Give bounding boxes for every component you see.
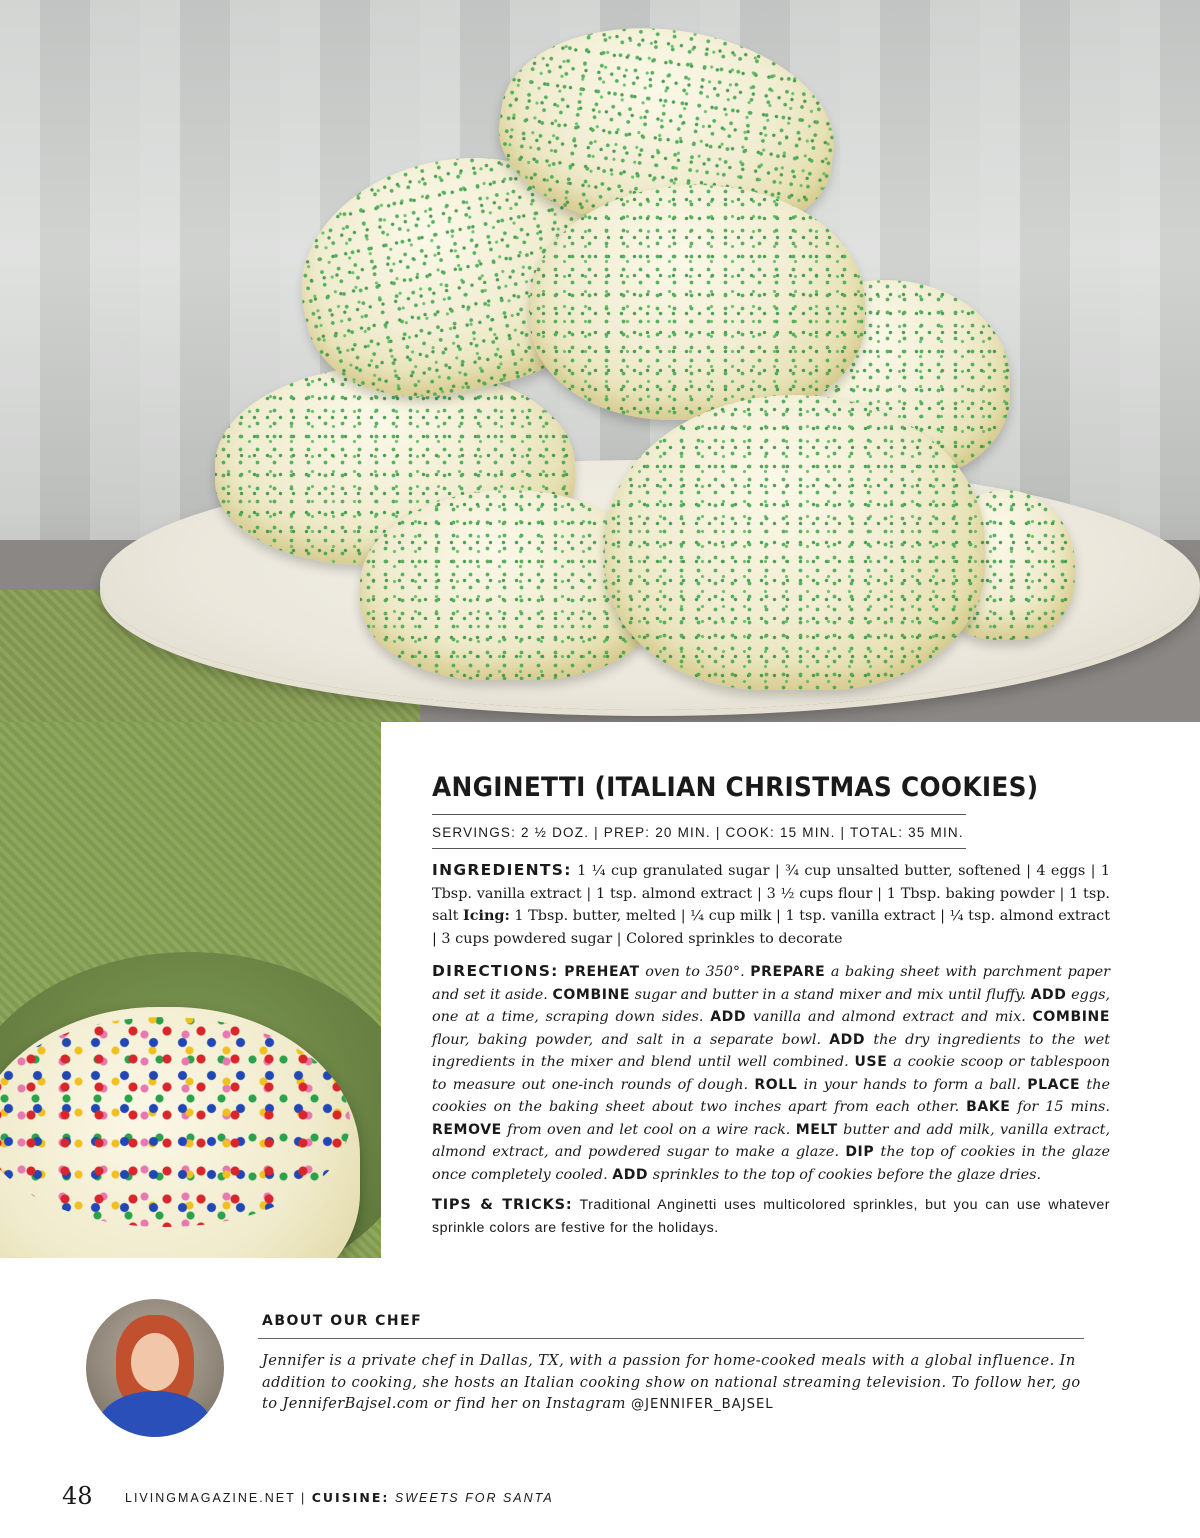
direction-keyword: DIP [845, 1144, 875, 1160]
footer-subsection: SWEETS FOR SANTA [394, 1491, 554, 1505]
page-footer [125, 1490, 554, 1505]
tips-label: TIPS & TRICKS: [432, 1197, 573, 1213]
direction-text: flour, baking powder, and salt in a separate bowl. [432, 1031, 822, 1048]
directions-label: DIRECTIONS: [432, 962, 559, 980]
icing-label: Icing: [462, 907, 510, 924]
direction-text: the dry ingredients to the wet ingredients in the mixer and blend until well combined. [432, 1031, 1110, 1070]
cookie [605, 395, 985, 690]
direction-text: the top of cookies in the glaze once completely cooled. [432, 1144, 1111, 1183]
direction-keyword: REMOVE [432, 1121, 502, 1138]
tips-text: Traditional Anginetti uses multicolored sprinkles, but you can use whatever sprinkle colors are festive for the holidays. [432, 1197, 1110, 1236]
chef-avatar [86, 1299, 224, 1437]
direction-keyword: MELT [795, 1121, 838, 1138]
direction-keyword: ADD [829, 1031, 866, 1048]
icing-text: 1 Tbsp. butter, melted | ¼ cup milk | 1 tsp. vanilla extract | ¼ tsp. almond extract | 3 cups powdered sugar | Colored sprinkles to decorate [432, 908, 1111, 947]
direction-text: vanilla and almond extract and mix. [752, 1009, 1026, 1025]
chef-bio [262, 1350, 1092, 1416]
direction-keyword: PREHEAT [564, 964, 640, 980]
recipe-title: ANGINETTI (ITALIAN CHRISTMAS COOKIES) [432, 772, 1039, 803]
direction-text: a baking sheet with parchment paper and set it aside. [432, 964, 1111, 1003]
direction-keyword: ROLL [754, 1076, 798, 1093]
direction-text: sugar and butter in a stand mixer and mix until fluffy. [634, 986, 1026, 1003]
direction-text: oven to 350°. [645, 964, 745, 980]
ingredients-paragraph [432, 859, 1110, 950]
direction-keyword: COMBINE [1032, 1009, 1110, 1025]
footer-site: LIVINGMAGAZINE.NET | [125, 1491, 307, 1505]
direction-keyword: ADD [612, 1166, 649, 1183]
direction-text: eggs, one at a time, scraping down sides. [432, 986, 1111, 1025]
recipe-block [432, 770, 1110, 1239]
direction-text: for 15 mins. [1017, 1099, 1110, 1115]
tips-paragraph [432, 1194, 1110, 1239]
hero-cookie-photo [0, 0, 1200, 722]
recipe-meta: SERVINGS: 2 ½ DOZ. | PREP: 20 MIN. | COOK: 15 MIN. | TOTAL: 35 MIN. [432, 825, 964, 840]
cookie [530, 185, 865, 420]
footer-section: CUISINE: [311, 1490, 390, 1505]
instagram-handle: @JENNIFER_BAJSEL [630, 1397, 774, 1412]
divider [258, 1338, 1084, 1339]
direction-keyword: COMBINE [552, 986, 630, 1003]
avatar-face [131, 1333, 179, 1391]
direction-keyword: ADD [1030, 986, 1067, 1003]
direction-text: sprinkles to the top of cookies before the glaze dries. [652, 1166, 1042, 1183]
direction-keyword: PREPARE [750, 964, 826, 980]
direction-text: the cookies on the baking sheet about two inches apart from each other. [432, 1076, 1110, 1115]
sprinkle-cookie-photo [0, 722, 381, 1258]
page-number: 48 [62, 1482, 93, 1510]
direction-text: butter and add milk, vanilla extract, almond extract, and powdered sugar to make a glaze. [432, 1121, 1111, 1160]
direction-keyword: PLACE [1027, 1076, 1081, 1093]
directions-paragraph [432, 960, 1110, 1186]
ingredients-text: 1 ¼ cup granulated sugar | ¾ cup unsalted butter, softened | 4 eggs | 1 Tbsp. vanilla extract | 1 tsp. almond extract | 3 ½ cups flour | 1 Tbsp. baking powder | 1 tsp. salt [432, 863, 1111, 924]
direction-text: from oven and let cool on a wire rack. [507, 1121, 791, 1138]
divider [432, 848, 966, 849]
ingredients-label: INGREDIENTS: [432, 861, 572, 879]
direction-keyword: BAKE [966, 1099, 1011, 1115]
direction-keyword: ADD [710, 1009, 747, 1025]
direction-keyword: USE [854, 1054, 888, 1070]
direction-text: a cookie scoop or tablespoon to measure out one-inch rounds of dough. [432, 1054, 1110, 1093]
divider [432, 814, 966, 815]
directions-steps [432, 964, 1110, 1183]
about-chef-heading: ABOUT OUR CHEF [262, 1313, 423, 1329]
direction-text: in your hands to form a ball. [803, 1076, 1021, 1093]
avatar-jacket [98, 1391, 212, 1437]
chef-bio-text: Jennifer is a private chef in Dallas, TX, with a passion for home-cooked meals with a global influence. In addition to cooking, she hosts an Italian cooking show on national streaming television. To follow her, go to JenniferBajsel.com or find her on Instagram [262, 1352, 1081, 1412]
